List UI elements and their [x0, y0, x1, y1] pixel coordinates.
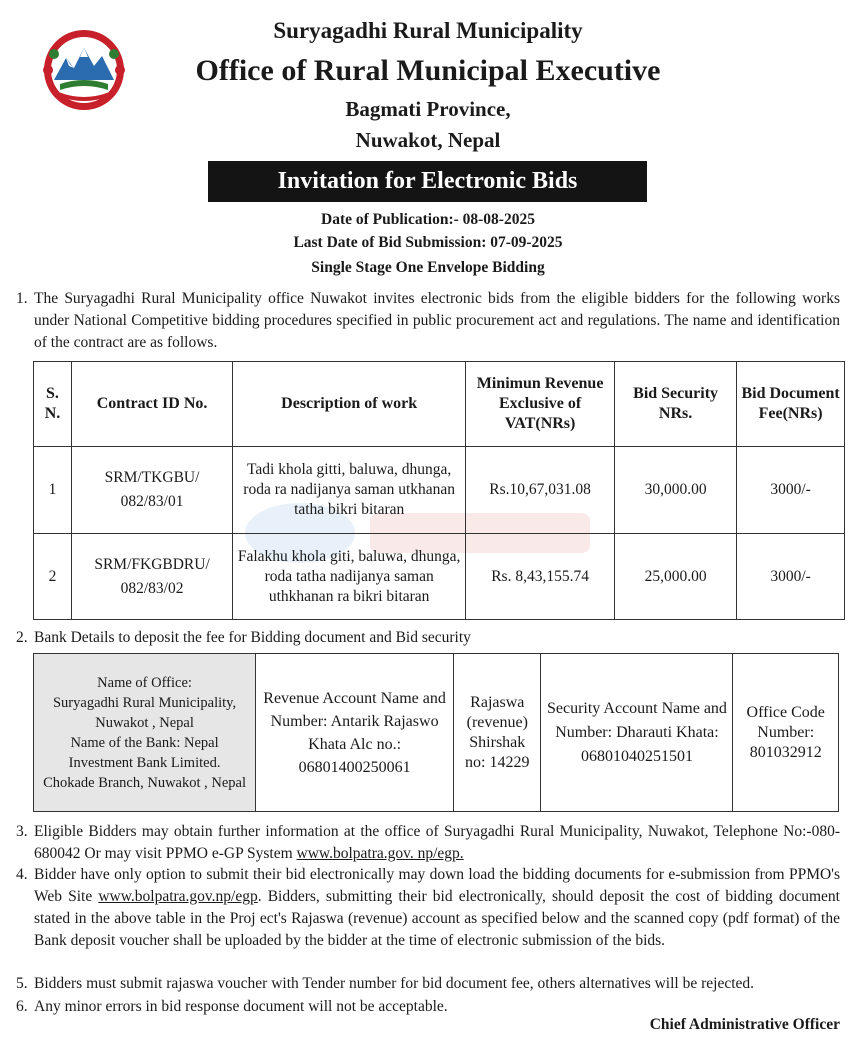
item-number: 1.: [16, 290, 28, 307]
cell-document-fee: 3000/-: [737, 447, 845, 534]
branch-name: Chokade Branch, Nuwakot , Nepal: [43, 774, 247, 791]
cell-bid-security: 25,000.00: [615, 534, 737, 620]
signature-title: Chief Administrative Officer: [649, 1016, 840, 1033]
item-number: 2.: [16, 629, 28, 646]
province: Bagmati Province,: [345, 97, 511, 121]
cell-description: Falakhu khola giti, baluwa, dhunga, roda tatha nadijanya saman uthkhanan ra bikri bitaran: [233, 534, 466, 620]
cell-contract-id: SRM/TKGBU/ 082/83/01: [71, 447, 232, 534]
paragraph-6: Any minor errors in bid response document will not be acceptable.: [34, 998, 448, 1015]
col-description: Description of work: [233, 362, 466, 447]
item-number: 4.: [16, 866, 28, 883]
office-code: Office Code Number: 801032912: [733, 654, 839, 812]
cell-revenue: Rs.10,67,031.08: [466, 447, 615, 534]
egp-link[interactable]: www.bolpatra.gov. np/egp.: [296, 845, 464, 862]
item-number: 3.: [16, 823, 28, 840]
cell-contract-id: SRM/FKGBDRU/ 082/83/02: [71, 534, 232, 620]
item-number: 5.: [16, 975, 28, 992]
revenue-account: Revenue Account Name and Number: Antarik Rajaswo Khata Alc no.: 06801400250061: [256, 654, 454, 812]
bank-details-table: [33, 653, 839, 812]
ppmo-link[interactable]: www.bolpatra.gov.np/egp: [98, 888, 258, 905]
bidding-method: Single Stage One Envelope Bidding: [311, 259, 545, 276]
table-row: [34, 534, 845, 620]
bank-name: Name of the Bank: Nepal Investment Bank Limited.: [68, 734, 221, 771]
office-name: Suryagadhi Rural Municipality, Nuwakot , Nepal: [52, 694, 237, 731]
paragraph-1: The Suryagadhi Rural Municipality office Nuwakot invites electronic bids from the eligible bidders for the following works under National Competitive bidding procedures specified in public procurement act and regulations. The name and identification of the contract are as follows.: [34, 290, 840, 351]
cell-bid-security: 30,000.00: [615, 447, 737, 534]
cell-sn: 1: [34, 447, 72, 534]
cell-revenue: Rs. 8,43,155.74: [466, 534, 615, 620]
paragraph-4: [34, 864, 840, 952]
paragraph-4-text-a: Bidder have only option to submit their bid electronically may down load the bidding documents for e-submission from PPMO's Web Site: [34, 866, 840, 905]
paragraph-3: [34, 821, 840, 865]
item-number: 6.: [16, 998, 28, 1015]
table-header-row: [34, 362, 845, 447]
paragraph-4-text-b: . Bidders, submitting their bid electronically, should deposit the cost of bidding document stated in the above table in the Proj ect's Rajaswa (revenue) account as specified below and the scanned copy (pdf format) of the Bank deposit voucher shall be uploaded by the bidder at the time of electronic submission of the bids.: [34, 888, 840, 949]
col-document-fee: Bid Document Fee(NRs): [737, 362, 845, 447]
security-account: Security Account Name and Number: Dharauti Khata: 06801040251501: [541, 654, 733, 812]
col-bid-security: Bid Security NRs.: [615, 362, 737, 447]
location: Nuwakot, Nepal: [355, 128, 501, 152]
contracts-table: [33, 361, 845, 620]
publication-date: Date of Publication:- 08-08-2025: [321, 211, 535, 228]
cell-description: Tadi khola gitti, baluwa, dhunga, roda ra nadijanya saman utkhanan tatha bikri bitaran: [233, 447, 466, 534]
notice-title-banner: Invitation for Electronic Bids: [208, 161, 647, 202]
bank-office-cell: [34, 654, 256, 812]
submission-deadline: Last Date of Bid Submission: 07-09-2025: [293, 234, 563, 251]
office-label: Name of Office:: [97, 674, 192, 691]
table-row: [34, 447, 845, 534]
cell-document-fee: 3000/-: [737, 534, 845, 620]
col-sn: S. N.: [34, 362, 72, 447]
paragraph-3-text: Eligible Bidders may obtain further information at the office of Suryagadhi Rural Municipality, Nuwakot, Telephone No:-080-680042 Or may visit PPMO e-GP System: [34, 823, 840, 862]
municipality-name: Suryagadhi Rural Municipality: [273, 18, 583, 43]
paragraph-5: Bidders must submit rajaswa voucher with Tender number for bid document fee, others alternatives will be rejected.: [34, 975, 755, 992]
paragraph-2: Bank Details to deposit the fee for Bidding document and Bid security: [34, 629, 471, 646]
office-title: Office of Rural Municipal Executive: [195, 54, 661, 87]
bank-row: [34, 654, 839, 812]
col-revenue: Minimun Revenue Exclusive of VAT(NRs): [466, 362, 615, 447]
rajaswa-shirshak: Rajaswa (revenue) Shirshak no: 14229: [454, 654, 541, 812]
cell-sn: 2: [34, 534, 72, 620]
col-contract-id: Contract ID No.: [71, 362, 232, 447]
